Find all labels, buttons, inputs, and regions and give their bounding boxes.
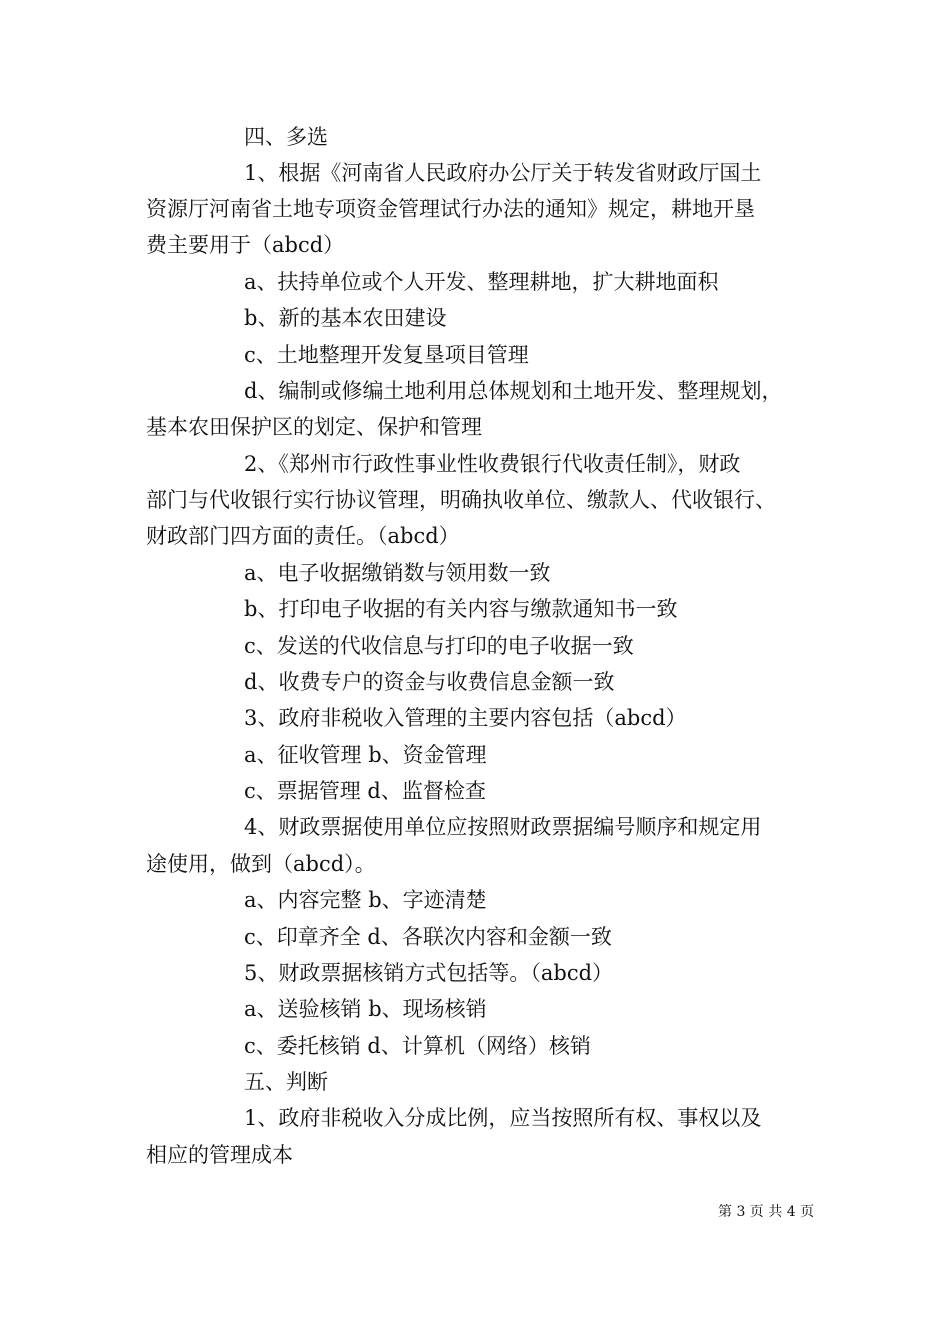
- question-3-options-cd: c、票据管理 d、监督检查: [244, 779, 486, 803]
- page-number-footer: 第 3 页 共 4 页: [718, 1204, 815, 1220]
- question-2-option-c: c、发送的代收信息与打印的电子收据一致: [244, 634, 634, 658]
- question-2-line-3: 财政部门四方面的责任。（abcd）: [146, 524, 460, 548]
- section-heading-true-false: 五、判断: [244, 1070, 328, 1094]
- question-3: 3、政府非税收入管理的主要内容包括（abcd）: [244, 706, 687, 730]
- question-2-line-1: 2、《郑州市行政性事业性收费银行代收责任制》，财政: [244, 452, 741, 476]
- question-1-option-d-line-1: d、编制或修编土地利用总体规划和土地开发、整理规划，: [244, 379, 783, 403]
- question-1-line-3: 费主要用于（abcd）: [146, 233, 345, 257]
- question-4-line-2: 途使用，做到（abcd）。: [146, 852, 376, 876]
- question-2-option-a: a、电子收据缴销数与领用数一致: [244, 561, 551, 585]
- question-2-option-b: b、打印电子收据的有关内容与缴款通知书一致: [244, 597, 678, 621]
- section-heading-multiple-choice: 四、多选: [244, 125, 328, 149]
- question-4-line-1: 4、财政票据使用单位应按照财政票据编号顺序和规定用: [244, 815, 762, 839]
- question-5: 5、财政票据核销方式包括等。（abcd）: [244, 961, 614, 985]
- question-2-option-d: d、收费专户的资金与收费信息金额一致: [244, 670, 615, 694]
- question-2-line-2: 部门与代收银行实行协议管理，明确执收单位、缴款人、代收银行、: [146, 488, 776, 512]
- question-1-line-1: 1、根据《河南省人民政府办公厅关于转发省财政厅国土: [244, 161, 762, 185]
- question-5-options-ab: a、送验核销 b、现场核销: [244, 997, 487, 1021]
- question-1-option-b: b、新的基本农田建设: [244, 306, 447, 330]
- question-4-options-cd: c、印章齐全 d、各联次内容和金额一致: [244, 925, 612, 949]
- question-1-line-2: 资源厅河南省土地专项资金管理试行办法的通知》规定，耕地开垦: [146, 197, 755, 221]
- judgment-1-line-2: 相应的管理成本: [146, 1143, 293, 1167]
- judgment-1-line-1: 1、政府非税收入分成比例，应当按照所有权、事权以及: [244, 1106, 762, 1130]
- question-3-options-ab: a、征收管理 b、资金管理: [244, 743, 487, 767]
- question-5-options-cd: c、委托核销 d、计算机（网络）核销: [244, 1034, 591, 1058]
- question-1-option-c: c、土地整理开发复垦项目管理: [244, 343, 529, 367]
- question-1-option-a: a、扶持单位或个人开发、整理耕地，扩大耕地面积: [244, 270, 719, 294]
- question-1-option-d-line-2: 基本农田保护区的划定、保护和管理: [146, 415, 482, 439]
- question-4-options-ab: a、内容完整 b、字迹清楚: [244, 888, 487, 912]
